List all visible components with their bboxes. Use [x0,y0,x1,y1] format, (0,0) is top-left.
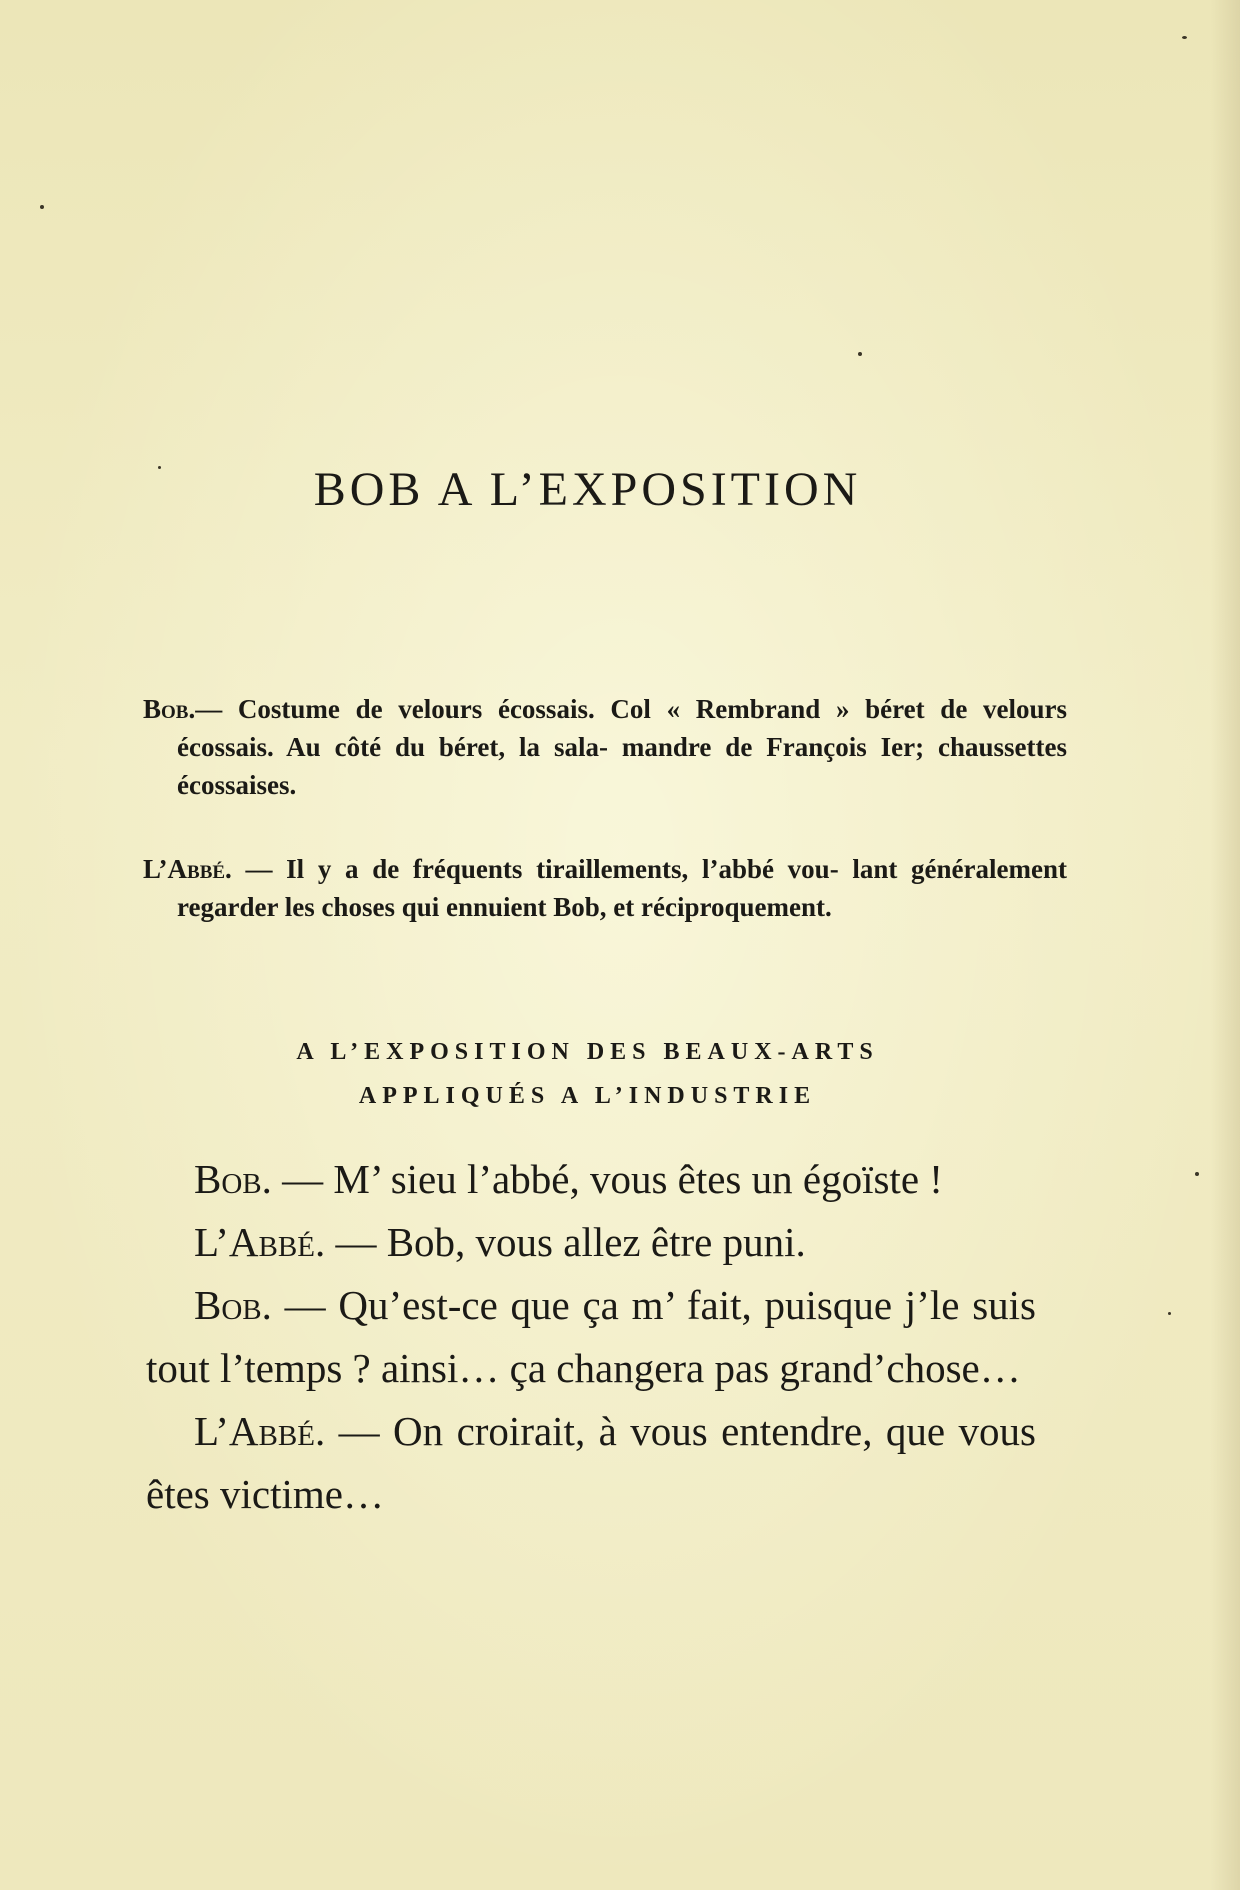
section-heading [0,1030,1175,1118]
speaker: Bob. [194,1156,272,1202]
line-text: — On croirait, à vous entendre, que vous êtes victime… [146,1408,1036,1517]
section-heading-line: APPLIQUÉS A L’INDUSTRIE [358,1083,817,1109]
character-description-bob [143,690,1067,804]
paper-speck [858,352,862,356]
line-text: — Qu’est-ce que ça m’ fait, puisque j’le suis tout l’temps ? ainsi… ça changera pas grand’chose… [146,1282,1036,1391]
character-name: L’Abbé. [143,854,232,884]
speaker: Bob. [194,1282,272,1328]
character-description-abbe [143,850,1067,926]
paper-speck [40,205,44,209]
dialogue-line [146,1400,1036,1526]
speaker: L’Abbé. [194,1408,326,1454]
speaker: L’Abbé. [194,1219,326,1265]
line-text: — M’ sieu l’abbé, vous êtes un égoïste ! [282,1156,943,1202]
line-text: — Bob, vous allez être puni. [335,1219,806,1265]
paper-speck [1182,36,1187,39]
page-title: BOB A L’EXPOSITION [313,463,862,516]
paper-speck [1168,1312,1171,1315]
dialogue-line [146,1211,1036,1274]
character-name: Bob. [143,694,196,724]
paper-speck [1195,1172,1199,1176]
page-edge-shadow [1210,0,1240,1890]
character-text: — Costume de velours écossais. Col « Rembrand » béret de velours écossais. Au côté du béret, la sala- mandre de François Ier; chaussettes écossaises. [177,694,1067,800]
dialogue-line [146,1274,1036,1400]
section-heading-line: A L’EXPOSITION DES BEAUX-ARTS [296,1039,879,1065]
dialogue-line [146,1148,1036,1211]
character-text: — Il y a de fréquents tiraillements, l’abbé vou- lant généralement regarder les choses qui ennuient Bob, et réciproquement. [177,854,1067,922]
dialogue [146,1148,1036,1526]
